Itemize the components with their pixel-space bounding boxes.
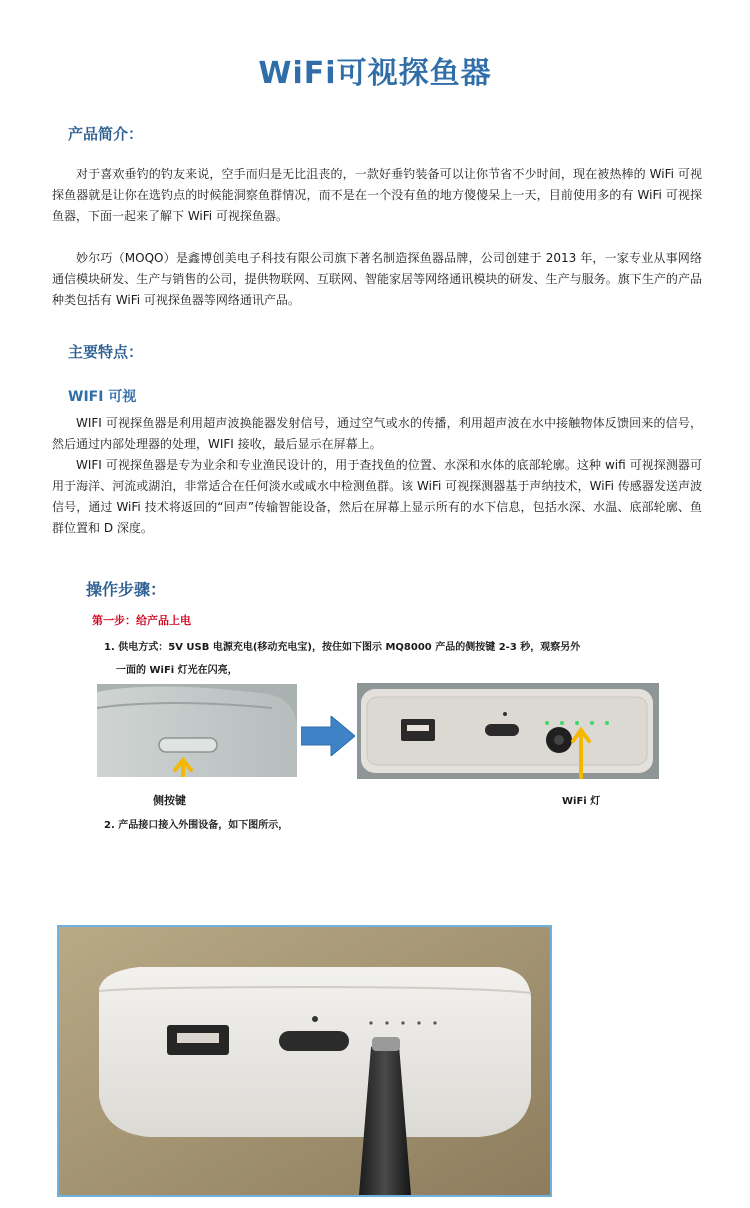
side-button-photo — [97, 684, 297, 777]
side-button-shape — [159, 738, 217, 752]
item-2: 2. 产品接口接入外围设备，如下图所示， — [104, 820, 289, 831]
intro-paragraph-2: 妙尔巧（MOQO）是鑫博创美电子科技有限公司旗下著名制造探鱼器品牌，公司创建于 2013 年，一家专业从事网络通信模块研发、生产与销售的公司，提供物联网、互联网、智能家居等网络通讯模块的研发、生产与服务。旗下生产的产品种类包括有 WiFi 可视探鱼器等网络通讯产品。 — [52, 251, 702, 307]
intro-paragraphs — [52, 164, 702, 311]
features-heading: 主要特点： — [68, 343, 144, 361]
connected-device-photo — [57, 925, 552, 1197]
caption-side-button: 侧按键 — [153, 794, 186, 807]
intro-heading: 产品简介： — [68, 125, 144, 143]
features-paragraph-1: WIFI 可视探鱼器是利用超声波换能器发射信号，通过空气或水的传播，利用超声波在水中接触物体反馈回来的信号，然后通过内部处理器的处理，WIFI 接收，最后显示在屏幕上。 — [52, 416, 702, 451]
item-1-line-1: 1. 供电方式：5V USB 电源充电(移动充电宝)，按住如下图示 MQ8000 产品的侧按键 2-3 秒，观察另外 — [104, 642, 581, 653]
step-1-label: 第一步：给产品上电 — [92, 614, 191, 627]
caption-wifi-light: WiFi 灯 — [562, 796, 601, 807]
wifi-light-photo — [357, 683, 659, 779]
page-title: WiFi可视探鱼器 — [258, 56, 492, 91]
wifi-led-icon — [545, 721, 549, 725]
intro-paragraph-1: 对于喜欢垂钓的钓友来说，空手而归是无比沮丧的，一款好垂钓装备可以让你节省不少时间，现在被热棒的 WiFi 可视探鱼器就是让你在选钓点的时候能洞察鱼群情况，而不是在一个没有鱼的地方傻傻呆上一天，目前使用多的有 WiFi 可视探鱼器，下面一起来了解下 WiFi 可视探鱼器。 — [52, 167, 702, 223]
features-paragraph-2: WIFI 可视探鱼器是专为业余和专业渔民设计的，用于查找鱼的位置、水深和水体的底部轮廓。这种 wifi 可视探测器可用于海洋、河流或湖泊，非常适合在任何淡水或咸水中检测鱼群。该 WiFi 可视探测器基于声纳技术，WiFi 传感器发送声波信号，通过 WiFi 技术将返回的“回声”传输智能设备，然后在屏幕上显示所有的水下信息，包括水深、水温、底部轮廓、鱼群位置和 D 深度。 — [52, 458, 702, 535]
operation-heading: 操作步骤： — [86, 580, 167, 599]
side-button-illustration — [97, 684, 297, 777]
right-arrow-icon — [301, 716, 355, 756]
features-subheading: WIFI 可视 — [68, 389, 137, 405]
usb-c-port — [485, 724, 519, 736]
item-1-line-2: 一面的 WiFi 灯光在闪亮， — [116, 665, 238, 676]
connected-device-illustration — [59, 927, 550, 1195]
features-paragraphs — [52, 413, 702, 539]
wifi-light-illustration — [357, 683, 659, 779]
